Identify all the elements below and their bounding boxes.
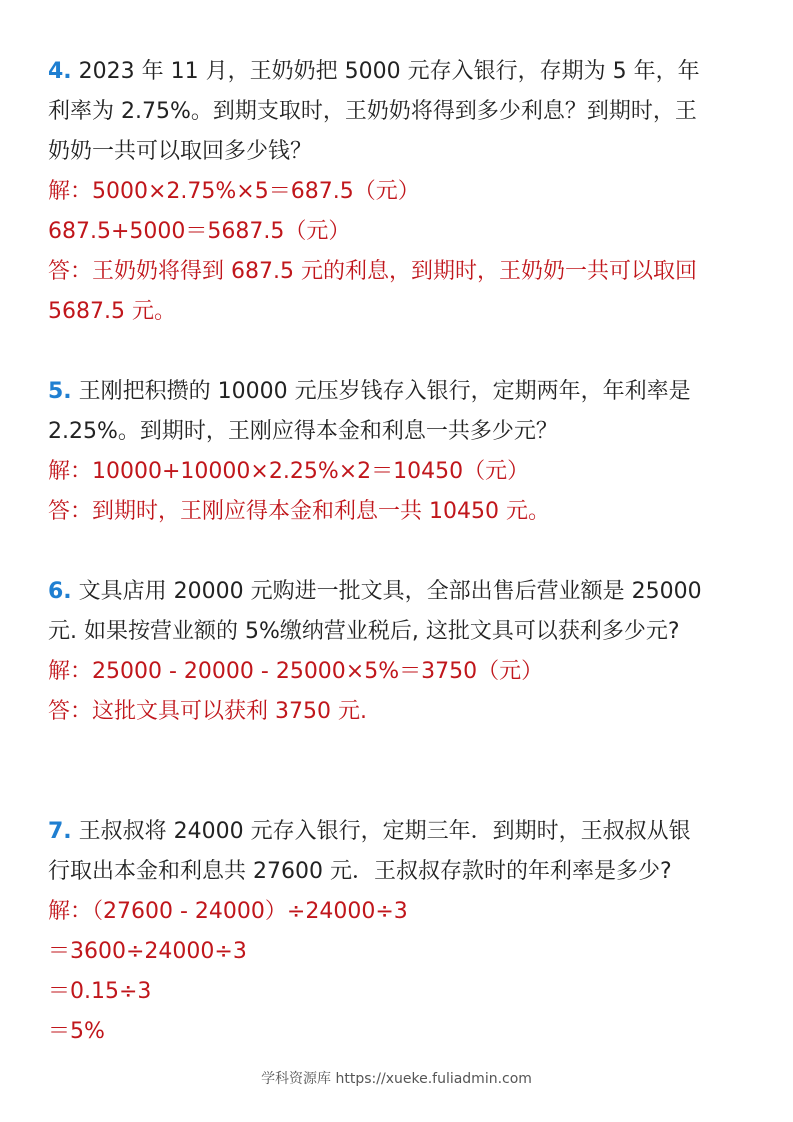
problem-6-answer-line-2: 答：这批文具可以获利 3750 元. [48, 699, 367, 724]
problem-4-number: 4. [48, 59, 72, 84]
problem-5-number: 5. [48, 379, 72, 404]
problem-4-question-line-2: 利率为 2.75%。到期支取时，王奶奶将得到多少利息？到期时，王 [48, 99, 697, 124]
problem-4-answer-line-2: 687.5+5000＝5687.5（元） [48, 219, 351, 244]
problem-6-number: 6. [48, 579, 72, 604]
problem-7-question-line-2: 行取出本金和利息共 27600 元．王叔叔存款时的年利率是多少? [48, 859, 672, 884]
problem-6-question-line-1: 6. 文具店用 20000 元购进一批文具，全部出售后营业额是 25000 [48, 579, 702, 604]
problem-4-answer-line-4: 5687.5 元。 [48, 299, 176, 324]
problem-7-answer-line-1: 解：（27600 - 24000）÷24000÷3 [48, 899, 408, 924]
problem-6-question-line-2: 元. 如果按营业额的 5%缴纳营业税后, 这批文具可以获利多少元? [48, 619, 680, 644]
problem-6-answer-line-1: 解：25000 - 20000 - 25000×5%＝3750（元） [48, 659, 544, 684]
problem-7-answer-line-4: ＝5% [48, 1019, 105, 1044]
problem-4-answer-line-3: 答：王奶奶将得到 687.5 元的利息，到期时，王奶奶一共可以取回 [48, 259, 697, 284]
problem-5-question-line-2: 2.25%。到期时，王刚应得本金和利息一共多少元？ [48, 419, 558, 444]
problem-5-question-line-1: 5. 王刚把积攒的 10000 元压岁钱存入银行，定期两年，年利率是 [48, 379, 691, 404]
problem-5-answer-line-1: 解：10000+10000×2.25%×2＝10450（元） [48, 459, 530, 484]
problem-7-answer-line-3: ＝0.15÷3 [48, 979, 152, 1004]
problem-4-question-line-1: 4. 2023 年 11 月，王奶奶把 5000 元存入银行，存期为 5 年，年 [48, 59, 700, 84]
problem-4-answer-line-1: 解：5000×2.75%×5＝687.5（元） [48, 179, 420, 204]
problem-4-question-line-3: 奶奶一共可以取回多少钱？ [48, 139, 313, 164]
footer-source-link[interactable]: 学科资源库 https://xueke.fuliadmin.com [261, 1071, 532, 1087]
problem-7-number: 7. [48, 819, 72, 844]
problem-7-answer-line-2: ＝3600÷24000÷3 [48, 939, 247, 964]
problem-7-question-line-1: 7. 王叔叔将 24000 元存入银行，定期三年．到期时，王叔叔从银 [48, 819, 691, 844]
problem-5-answer-line-2: 答：到期时，王刚应得本金和利息一共 10450 元。 [48, 499, 550, 524]
